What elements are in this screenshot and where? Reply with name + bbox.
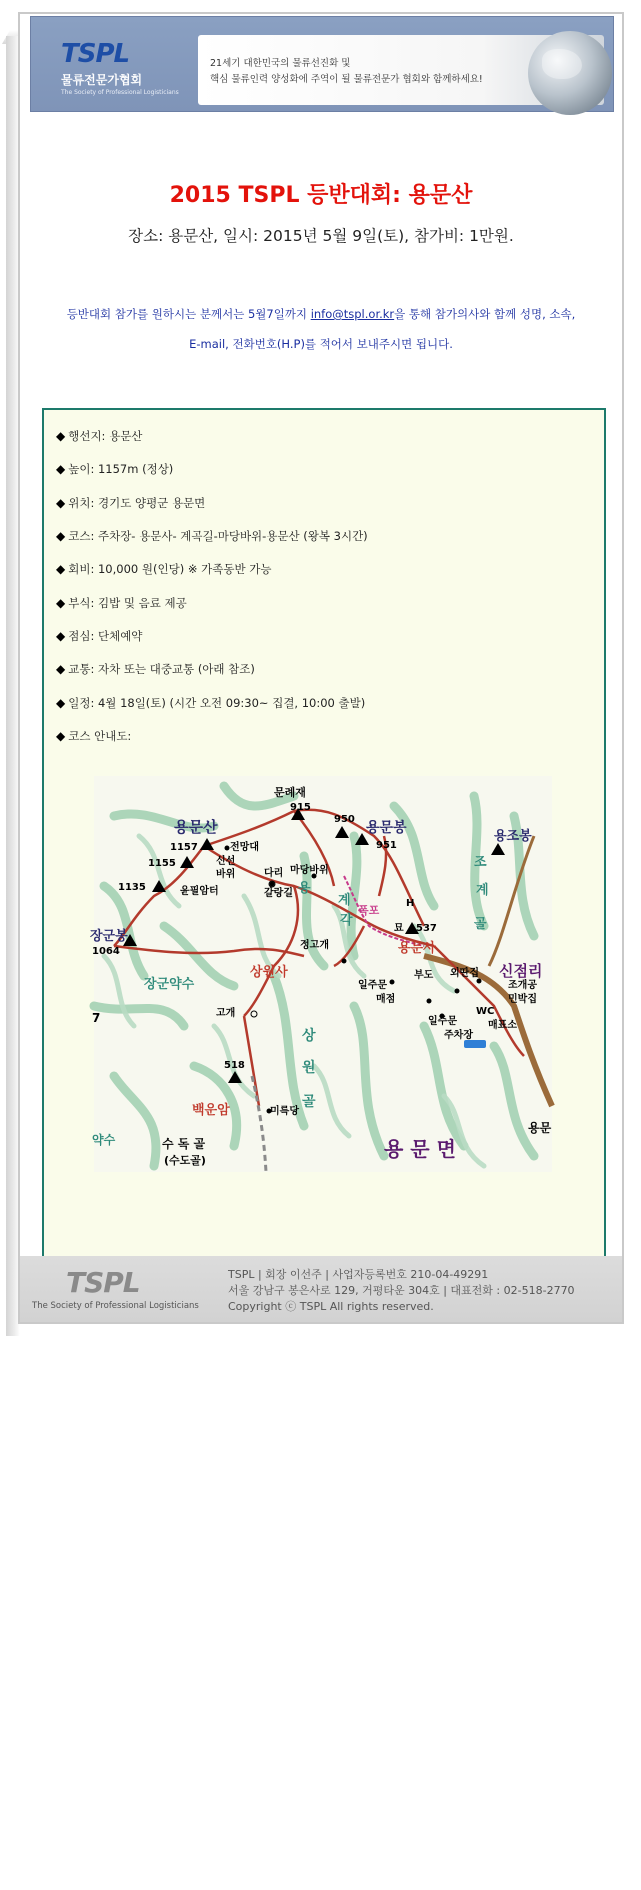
- map-label-madangbawi: 마당바위: [290, 865, 329, 876]
- map-label-jeonggogae: 정고개: [300, 940, 329, 951]
- map-label-sudokgol: 수 독 골: [162, 1137, 206, 1151]
- map-label-janggunbong: 장군봉: [90, 929, 128, 944]
- map-label-myo: 묘: [394, 923, 404, 934]
- logo-korean-name: 물류전문가협회: [61, 73, 143, 87]
- detail-text: 회비: 10,000 원(인당) ※ 가족동반 가능: [68, 562, 272, 576]
- map-label-pokpo: 폭포: [358, 904, 380, 917]
- map-label-yongmunsa: 용문사: [398, 941, 436, 956]
- detail-text: 점심: 단체예약: [68, 629, 143, 643]
- diamond-bullet-icon: ◆: [56, 596, 66, 610]
- map-label-yong: 용: [298, 881, 311, 896]
- map-label-munraejae: 문례재: [274, 786, 306, 799]
- diamond-bullet-icon: ◆: [56, 662, 66, 676]
- map-label-budo: 부도: [414, 970, 434, 981]
- event-details-box: [42, 408, 606, 1258]
- tspl-logo[interactable]: [53, 35, 179, 99]
- map-label-yongmunmyeon: 용 문 면: [384, 1137, 456, 1161]
- map-label-yunpildeo: 윤필암터: [180, 886, 219, 897]
- map-label-iljumun2: 일주문: [428, 1016, 457, 1027]
- map-label-gol: 골: [302, 1094, 316, 1110]
- map-label-oettanjip: 외딴집: [450, 968, 479, 979]
- map-label-yongmunbong: 용문봉: [366, 820, 407, 836]
- map-label-915: 915: [290, 802, 311, 813]
- map-label-won: 원: [302, 1060, 316, 1076]
- footer-copyright: Copyright ⓒ TSPL All rights reserved.: [228, 1300, 434, 1313]
- diamond-bullet-icon: ◆: [56, 562, 66, 576]
- detail-destination: [56, 428, 142, 444]
- map-label-yongmunsan: 용문산: [174, 818, 218, 836]
- detail-text: 위치: 경기도 양평군 용문면: [68, 496, 206, 510]
- diamond-bullet-icon: ◆: [56, 429, 66, 443]
- pass-marker-icon: [251, 1011, 257, 1017]
- map-label-7: 7: [92, 1011, 101, 1025]
- footer: [20, 1256, 622, 1322]
- detail-course: [56, 528, 368, 544]
- footer-address: 서울 강남구 봉은사로 129, 거평타운 304호 | 대표전화 : 02-518-2770: [228, 1284, 575, 1297]
- footer-company-info: TSPL | 회장 이선주 | 사업자등록번호 210-04-49291: [228, 1268, 489, 1281]
- map-label-dari: 다리: [264, 868, 284, 879]
- course-map: [90, 776, 552, 1172]
- logo-text: TSPL: [61, 39, 130, 69]
- map-label-yongjobong: 용조봉: [494, 829, 532, 844]
- map-label-1157: 1157: [170, 842, 198, 853]
- diamond-bullet-icon: ◆: [56, 729, 66, 743]
- map-label-951: 951: [376, 840, 397, 851]
- map-label-bawi: 바위: [216, 869, 236, 880]
- footer-logo: TSPL: [66, 1266, 140, 1299]
- notice-line-2: E-mail, 전화번호(H.P)를 적어서 보내주시면 됩니다.: [189, 337, 453, 351]
- map-label-jo: 조: [474, 855, 487, 870]
- map-label-gogae: 고개: [216, 1008, 236, 1019]
- header-banner: [30, 16, 614, 112]
- diamond-bullet-icon: ◆: [56, 696, 66, 710]
- footer-logo-subtitle: The Society of Professional Logisticians: [32, 1301, 199, 1311]
- newsletter-frame: [18, 12, 624, 1324]
- map-label-sinjeomri: 신점리: [499, 962, 543, 980]
- map-label-juchajang: 주차장: [444, 1030, 473, 1041]
- notice-line-1: [20, 306, 622, 322]
- slogan-banner: [198, 35, 604, 105]
- map-label-518: 518: [224, 1060, 245, 1071]
- map-label-minbakjip: 민박집: [508, 994, 537, 1005]
- peak-yongjobong-icon: [491, 843, 505, 855]
- map-label-H: H: [406, 898, 415, 909]
- notice-text-post: 을 통해 참가의사와 함께 성명, 소속,: [394, 307, 576, 321]
- detail-food: [56, 595, 187, 611]
- map-label-janggunyaksu: 장군약수: [144, 977, 195, 992]
- detail-text: 코스: 주차장- 용문사- 계곡길-마당바위-용문산 (왕복 3시간): [68, 529, 368, 543]
- diamond-bullet-icon: ◆: [56, 529, 66, 543]
- detail-text: 높이: 1157m (정상): [68, 462, 174, 476]
- map-label-sudokgol-alt: (수도골): [164, 1154, 206, 1167]
- map-label-gak: 각: [340, 913, 353, 928]
- detail-text: 일정: 4월 18일(토) (시간 오전 09:30~ 집결, 10:00 출발): [68, 696, 366, 710]
- event-summary: 장소: 용문산, 일시: 2015년 5월 9일(토), 참가비: 1만원.: [128, 227, 514, 245]
- detail-text: 코스 안내도:: [68, 729, 132, 743]
- map-label-gangryung: 갈랑길: [264, 888, 293, 899]
- peak-950-icon: [335, 826, 349, 838]
- map-label-iljumun1: 일주문: [358, 980, 387, 991]
- map-label-1155: 1155: [148, 858, 176, 869]
- map-label-gye: 계: [476, 883, 489, 898]
- logo-english-name: The Society of Professional Logisticians: [61, 89, 179, 96]
- map-label-sangwonsa: 상원사: [250, 965, 288, 980]
- map-label-yaksu: 약수: [92, 1133, 116, 1147]
- peak-518-icon: [228, 1071, 242, 1083]
- map-label-maejeom: 매점: [376, 994, 396, 1005]
- detail-schedule: [56, 695, 365, 711]
- map-label-gol2: 골: [474, 917, 487, 932]
- globe-icon: [528, 31, 612, 115]
- detail-height: [56, 461, 173, 477]
- diamond-bullet-icon: ◆: [56, 462, 66, 476]
- detail-lunch: [56, 628, 142, 644]
- parking-icon: [464, 1040, 486, 1048]
- map-label-gye2: 계: [338, 893, 351, 908]
- slogan-line-2: 핵심 물류인력 양성화에 주역이 될 물류전문가 협회와 함께하세요!: [210, 74, 483, 85]
- detail-text: 부식: 김밥 및 음료 제공: [68, 596, 187, 610]
- map-label-jogaegong: 조개공: [508, 980, 537, 991]
- map-label-jeonmangdae: 전망대: [230, 842, 259, 853]
- detail-course-map-label: [56, 728, 131, 744]
- map-label-miryukdang: 미륵당: [270, 1106, 299, 1117]
- notice-text-pre: 등반대회 참가를 원하시는 분께서는 5월7일까지: [66, 307, 311, 321]
- map-label-maepyoso: 매표소: [488, 1020, 517, 1031]
- map-label-sang: 상: [302, 1028, 316, 1044]
- page-title: 2015 TSPL 등반대회: 용문산: [169, 183, 473, 208]
- detail-transport: [56, 661, 255, 677]
- map-label-yongmun-edge: 용문: [528, 1121, 552, 1135]
- course-map-svg: [90, 776, 552, 1172]
- map-label-sinseon: 신선: [216, 856, 236, 867]
- map-label-1064: 1064: [92, 946, 120, 957]
- map-label-baegunam: 백운암: [192, 1103, 230, 1118]
- detail-fee: [56, 561, 271, 577]
- map-label-1135: 1135: [118, 882, 146, 893]
- diamond-bullet-icon: ◆: [56, 629, 66, 643]
- email-link[interactable]: info@tspl.or.kr: [310, 307, 395, 321]
- slogan-line-1: 21세기 대한민국의 물류선진화 및: [210, 58, 351, 69]
- detail-text: 행선지: 용문산: [68, 429, 143, 443]
- map-label-537: 537: [416, 923, 437, 934]
- diamond-bullet-icon: ◆: [56, 496, 66, 510]
- detail-location: [56, 495, 205, 511]
- detail-text: 교통: 자차 또는 대중교통 (아래 참조): [68, 662, 255, 676]
- map-label-WC: WC: [476, 1006, 495, 1017]
- map-label-950: 950: [334, 814, 355, 825]
